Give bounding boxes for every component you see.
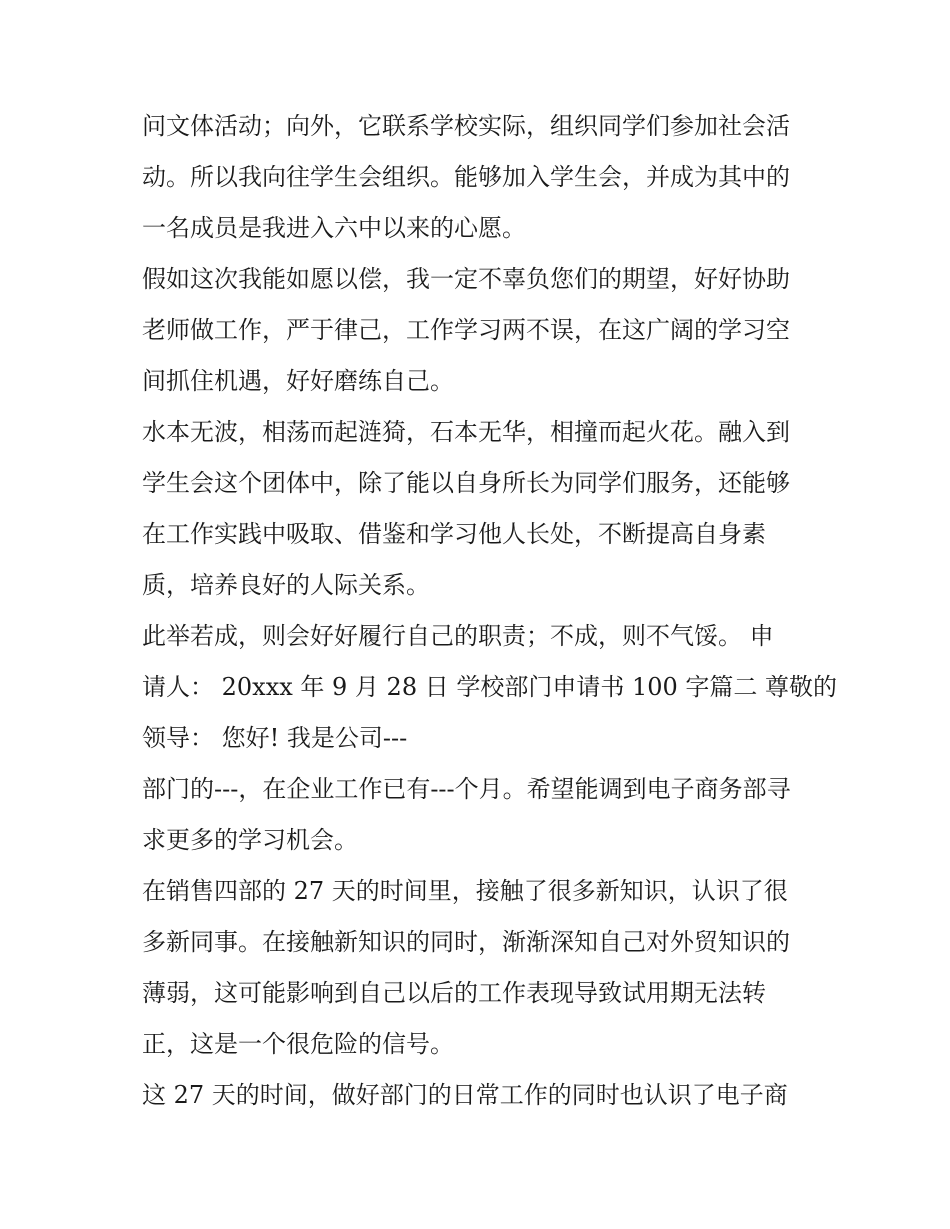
text-line: 领导： 您好! 我是公司---	[142, 724, 408, 752]
text-line: 正，这是一个很危险的信号。	[142, 1030, 454, 1058]
text-line: 一名成员是我进入六中以来的心愿。	[142, 214, 526, 242]
text-line: 间抓住机遇，好好磨练自己。	[142, 367, 454, 395]
text-line: 老师做工作，严于律己，工作学习两不误，在这广阔的学习空	[142, 316, 790, 344]
text-line: 部门的---，在企业工作已有---个月。希望能调到电子商务部寻	[142, 775, 791, 803]
text-line: 此举若成，则会好好履行自己的职责；不成，则不气馁。 申	[142, 622, 774, 650]
text-line: 求更多的学习机会。	[142, 826, 358, 854]
document-body	[142, 101, 838, 1121]
text-line: 假如这次我能如愿以偿，我一定不辜负您们的期望，好好协助	[142, 265, 790, 293]
text-line: 动。所以我向往学生会组织。能够加入学生会，并成为其中的	[142, 163, 790, 191]
text-line: 在销售四部的 27 天的时间里，接触了很多新知识，认识了很	[142, 877, 788, 905]
text-line: 水本无波，相荡而起涟猗，石本无华，相撞而起火花。融入到	[142, 418, 790, 446]
text-line: 在工作实践中吸取、借鉴和学习他人长处，不断提高自身素	[142, 520, 766, 548]
text-line: 多新同事。在接触新知识的同时，渐渐深知自己对外贸知识的	[142, 928, 790, 956]
text-line: 质，培养良好的人际关系。	[142, 571, 430, 599]
text-line: 这 27 天的时间，做好部门的日常工作的同时也认识了电子商	[142, 1081, 788, 1109]
text-line: 问文体活动；向外，它联系学校实际，组织同学们参加社会活	[142, 112, 790, 140]
text-line: 薄弱，这可能影响到自己以后的工作表现导致试用期无法转	[142, 979, 766, 1007]
text-line: 学生会这个团体中，除了能以自身所长为同学们服务，还能够	[142, 469, 790, 497]
text-line: 请人： 20xxx 年 9 月 28 日 学校部门申请书 100 字篇二 尊敬的	[142, 673, 838, 701]
